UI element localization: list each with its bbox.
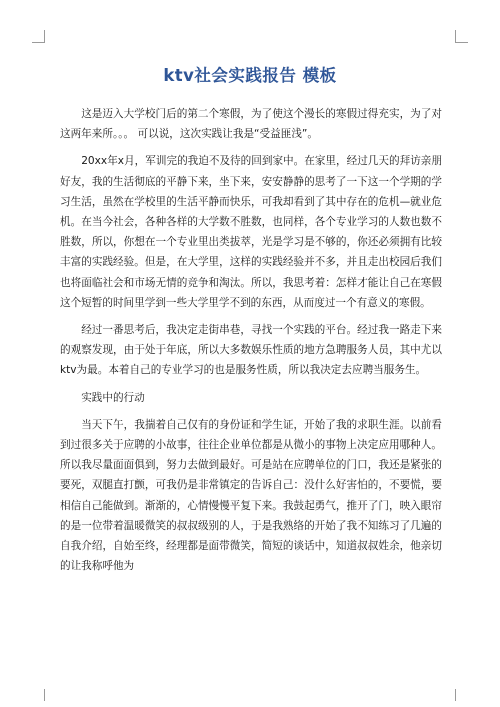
crop-mark-top-right bbox=[455, 30, 468, 43]
crop-mark-bottom-right bbox=[455, 689, 468, 701]
crop-mark-bottom-left bbox=[32, 689, 45, 701]
paragraph-background: 20xx年x月，军训完的我迫不及待的回到家中。在家里，经过几天的拜访亲朋好友，我的生活彻底的平静下来，坐下来，安安静静的思考了一下这一个学期的学习生活，虽然在学校里的生活平静而快乐，可我却看到了其中存在的危机—就业危机。在当今社会，各种各样的大学数不胜数，也同样，各个专业学习的人数也数不胜数，所以，你想在一个专业里出类拔萃，光是学习是不够的，你还必须拥有比较丰富的实践经验。但是，在大学里，这样的实践经验并不多，并且走出校园后我们也将面临社会和市场无情的竞争和淘汰。所以，我思考着：怎样才能让自己在寒假这个短暂的时间里学到一些大学里学不到的东西，从而度过一个有意义的寒假。 bbox=[60, 155, 442, 309]
section-heading: 实践中的行动 bbox=[81, 391, 145, 404]
paragraph-action: 当天下午，我揣着自己仅有的身份证和学生证，开始了我的求职生涯。以前看到过很多关于应聘的小故事，往往企业单位都是从微小的事物上决定应用哪种人。所以我尽量面面俱到，努力去做到最好。可是站在应聘单位的门口，我还是紧张的要死，双腿直打颤，可我仍是非常镇定的告诉自己：没什么好害怕的，不要慌，要相信自己能做到。渐渐的，心情慢慢平复下来。我鼓起勇气，推开了门，映入眼帘的是一位带着温暖微笑的叔叔级别的人，于是我熟络的开始了我不知练习了几遍的自我介绍，自始至终，经理都是面带微笑，简短的谈话中，知道叔叔姓余，他亲切的让我称呼他为 bbox=[60, 418, 442, 573]
crop-mark-top-left bbox=[32, 30, 45, 43]
document-body bbox=[60, 104, 442, 583]
document-title: ktv社会实践报告 模板 bbox=[163, 66, 337, 85]
paragraph-intro: 这是迈入大学校门后的第二个寒假，为了使这个漫长的寒假过得充实，为了对这两年来所。。。 可以说，这次实践让我是“受益匪浅”。 bbox=[60, 108, 442, 141]
paragraph-decision: 经过一番思考后，我决定走街串巷，寻找一个实践的平台。经过我一路走下来的观察发现，由于处于年底，所以大多数娱乐性质的地方急聘服务人员，其中尤以ktv为最。本着自己的专业学习的也是服务性质，所以我决定去应聘当服务生。 bbox=[60, 324, 442, 377]
